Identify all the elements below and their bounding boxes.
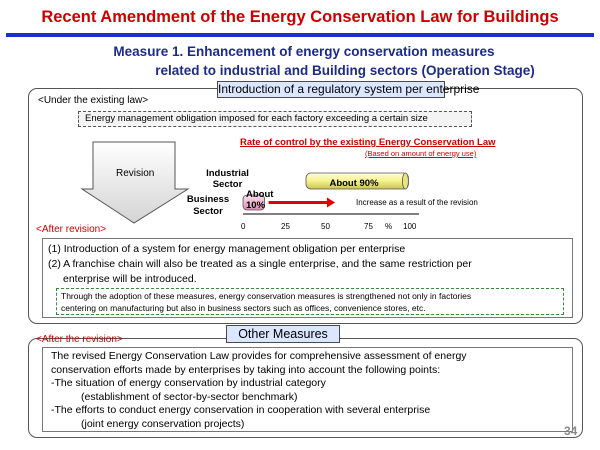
tick-label: 100 xyxy=(403,222,417,231)
after-the-revision-label: <After the revision> xyxy=(36,334,123,345)
revised-law-line: (joint energy conservation projects) xyxy=(81,417,245,430)
revised-law-line: conservation efforts made by enterprises by taking into account the following points: xyxy=(51,363,441,376)
measure-heading-line1: Measure 1. Enhancement of energy conservation measures xyxy=(113,44,495,59)
title-divider xyxy=(6,33,594,37)
business-sector-label: Business Sector xyxy=(186,194,230,217)
list-item: (1) Introduction of a system for energy management obligation per enterprise xyxy=(48,243,406,255)
tick-label: 0 xyxy=(241,222,246,231)
through-adoption-note: Through the adoption of these measures, energy conservation measures is strengthened not only in factories centering on manufacturing but also in business sectors such as offices, convenience stores, etc. xyxy=(56,288,564,315)
increase-label: Increase as a result of the revision xyxy=(356,198,478,207)
page-number: 34 xyxy=(564,424,578,438)
page-title: Recent Amendment of the Energy Conservation Law for Buildings xyxy=(41,8,559,26)
measure-heading-line2: related to industrial and Building sectors (Operation Stage) xyxy=(155,63,535,78)
regulatory-system-tag: Introduction of a regulatory system per enterprise xyxy=(218,82,480,96)
revised-law-line: (establishment of sector-by-sector benchmark) xyxy=(81,390,298,403)
tick-label: % xyxy=(385,222,393,231)
other-measures-tag: Other Measures xyxy=(226,325,340,343)
rate-chart-subtitle: (Based on amount of energy use) xyxy=(365,149,477,158)
business-value-label: About 10% xyxy=(246,189,274,211)
tick-label: 25 xyxy=(281,222,290,231)
increase-arrow-head xyxy=(327,198,335,208)
management-obligation-box: Energy management obligation imposed for each factory exceeding a certain size xyxy=(78,111,472,127)
revised-law-box xyxy=(42,347,573,432)
revision-label: Revision xyxy=(116,168,155,179)
industrial-value-label: About 90% xyxy=(329,178,379,189)
tick-label: 75 xyxy=(364,222,373,231)
under-existing-law-label: <Under the existing law> xyxy=(38,95,149,106)
industrial-sector-label: Industrial Sector xyxy=(206,168,249,190)
revised-law-line: The revised Energy Conservation Law provides for comprehensive assessment of energy xyxy=(51,350,467,362)
revision-arrow-icon xyxy=(80,141,190,225)
list-item: enterprise will be introduced. xyxy=(63,273,197,285)
rate-chart-title: Rate of control by the existing Energy Conservation Law xyxy=(240,137,496,148)
revised-law-line: -The efforts to conduct energy conservation in cooperation with several enterprise xyxy=(51,404,431,416)
tick-label: 50 xyxy=(321,222,330,231)
list-item: (2) A franchise chain will also be treated as a single enterprise, and the same restriction per xyxy=(48,258,472,270)
revised-law-line: -The situation of energy conservation by industrial category xyxy=(51,377,326,389)
after-revision-label: <After revision> xyxy=(36,224,107,235)
industrial-bar-cap xyxy=(402,173,408,189)
